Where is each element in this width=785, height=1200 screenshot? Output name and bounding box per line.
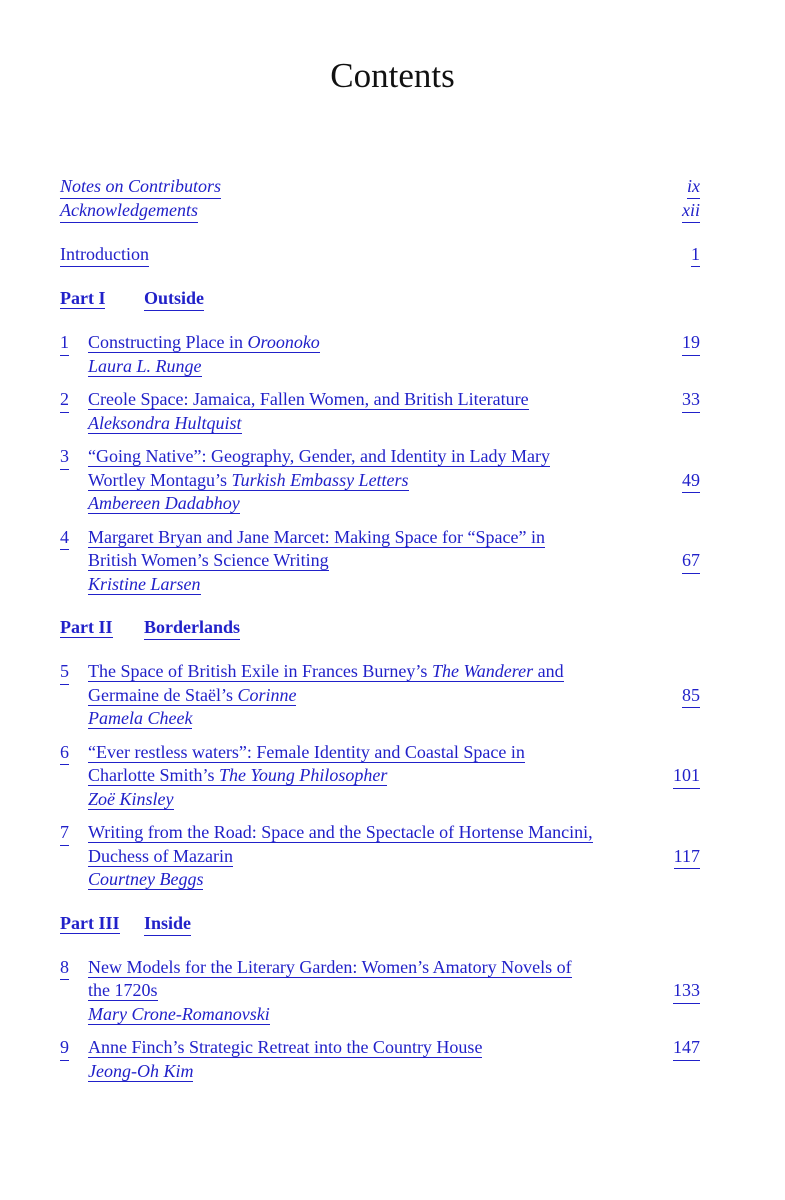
chapter-title-line[interactable] <box>88 332 320 353</box>
chapter-title-line[interactable] <box>88 980 158 1001</box>
chapter-title-text: Charlotte Smith’s <box>88 765 220 785</box>
toc-chapter-entry[interactable] <box>60 526 700 597</box>
chapter-page-number[interactable]: 117 <box>674 845 700 870</box>
table-of-contents <box>60 175 700 1083</box>
part-heading[interactable] <box>60 287 700 311</box>
part-label[interactable]: Part I <box>60 288 106 308</box>
toc-link-notes-on-contributors[interactable]: Notes on Contributors <box>60 175 221 199</box>
chapter-title-line[interactable] <box>88 822 593 843</box>
chapter-author[interactable]: Kristine Larsen <box>88 573 201 594</box>
chapter-author[interactable]: Pamela Cheek <box>88 708 193 728</box>
chapter-number[interactable]: 4 <box>60 526 69 551</box>
chapter-author[interactable]: Laura L. Runge <box>88 355 202 376</box>
chapter-title-text: Wortley Montagu’s <box>88 469 232 490</box>
part-heading[interactable] <box>60 616 700 640</box>
part-heading[interactable] <box>60 912 700 936</box>
chapter-page-number[interactable]: 147 <box>673 1036 700 1061</box>
work-title: The Wanderer <box>431 661 534 681</box>
toc-link-acknowledgements[interactable]: Acknowledgements <box>60 199 198 223</box>
chapter-title-line[interactable] <box>88 550 329 571</box>
chapter-page-number[interactable]: 67 <box>682 549 700 574</box>
chapter-author[interactable]: Mary Crone-Romanovski <box>88 1003 270 1024</box>
toc-chapter-entry[interactable] <box>60 388 700 435</box>
chapter-title-text: Germaine de Staël’s <box>88 684 238 705</box>
chapter-title-text: and <box>533 661 564 681</box>
work-title: Oroonoko <box>247 332 320 352</box>
chapter-author[interactable]: Courtney Beggs <box>88 869 204 889</box>
chapter-number[interactable]: 3 <box>60 445 69 470</box>
toc-page-notes[interactable]: ix <box>687 175 700 199</box>
toc-page-introduction[interactable]: 1 <box>691 243 700 267</box>
toc-introduction[interactable] <box>60 243 700 267</box>
toc-chapter-entry[interactable] <box>60 956 700 1027</box>
chapter-number[interactable]: 6 <box>60 741 69 766</box>
chapter-number[interactable]: 8 <box>60 956 69 981</box>
toc-link-introduction[interactable]: Introduction <box>60 243 149 267</box>
chapter-title-text: Creole Space: Jamaica, Fallen Women, and British Literature <box>88 389 529 409</box>
chapter-title-text: Duchess of Mazarin <box>88 845 233 866</box>
toc-front-notes[interactable] <box>60 175 700 199</box>
chapter-title-line[interactable] <box>88 957 572 978</box>
chapter-title-text: New Models for the Literary Garden: Women’s Amatory Novels of <box>88 956 572 977</box>
chapter-page-number[interactable]: 49 <box>682 469 700 494</box>
page-title: Contents <box>330 56 455 95</box>
work-title: The Young Philosopher <box>219 765 388 785</box>
chapter-number[interactable]: 2 <box>60 388 69 413</box>
chapter-title-line[interactable] <box>88 661 564 682</box>
chapter-title-line[interactable] <box>88 685 296 706</box>
toc-chapter-entry[interactable] <box>60 1036 700 1083</box>
chapter-number[interactable]: 9 <box>60 1036 69 1061</box>
chapter-title-text: “Going Native”: Geography, Gender, and Identity in Lady Mary <box>88 446 550 466</box>
chapter-title-line[interactable] <box>88 527 545 548</box>
chapter-title-text: “Ever restless waters”: Female Identity and Coastal Space in <box>88 741 525 762</box>
toc-chapter-entry[interactable] <box>60 660 700 731</box>
chapter-page-number[interactable]: 101 <box>673 764 700 789</box>
chapter-author[interactable]: Ambereen Dadabhoy <box>88 493 240 513</box>
part-label[interactable]: Part II <box>60 617 113 637</box>
chapter-title-text: British Women’s Science Writing <box>88 550 329 570</box>
chapter-author[interactable]: Jeong-Oh Kim <box>88 1060 194 1081</box>
chapter-title-text: Anne Finch’s Strategic Retreat into the Country House <box>88 1037 483 1057</box>
chapter-title-line[interactable] <box>88 765 387 786</box>
toc-page-acknowledgements[interactable]: xii <box>682 199 700 223</box>
chapter-page-number[interactable]: 133 <box>673 979 700 1004</box>
work-title: Corinne <box>237 684 297 705</box>
chapter-title-line[interactable] <box>88 742 525 763</box>
part-name[interactable]: Inside <box>144 912 191 936</box>
toc-chapter-entry[interactable] <box>60 821 700 892</box>
chapter-number[interactable]: 7 <box>60 821 69 846</box>
chapter-title-text: Writing from the Road: Space and the Spectacle of Hortense Mancini, <box>88 822 593 842</box>
chapter-title-text: The Space of British Exile in Frances Burney’s <box>88 661 432 681</box>
work-title: Turkish Embassy Letters <box>231 469 409 490</box>
chapter-title-text: the 1720s <box>88 980 158 1000</box>
chapter-title-text: Margaret Bryan and Jane Marcet: Making Space for “Space” in <box>88 526 545 547</box>
toc-chapter-entry[interactable] <box>60 445 700 516</box>
chapter-author[interactable]: Zoë Kinsley <box>88 788 174 809</box>
chapter-title-line[interactable] <box>88 446 550 467</box>
chapter-title-line[interactable] <box>88 470 409 491</box>
chapter-title-text: Constructing Place in <box>88 332 248 352</box>
chapter-page-number[interactable]: 85 <box>682 684 700 709</box>
chapter-title-line[interactable] <box>88 1037 482 1058</box>
chapter-number[interactable]: 1 <box>60 331 69 356</box>
part-label[interactable]: Part III <box>60 912 120 933</box>
chapter-page-number[interactable]: 19 <box>682 331 700 356</box>
chapter-page-number[interactable]: 33 <box>682 388 700 413</box>
chapter-author[interactable]: Aleksondra Hultquist <box>88 412 242 433</box>
chapter-title-line[interactable] <box>88 389 529 410</box>
toc-chapter-entry[interactable] <box>60 331 700 378</box>
toc-front-acknowledgements[interactable] <box>60 199 700 223</box>
part-name[interactable]: Borderlands <box>144 616 240 640</box>
part-name[interactable]: Outside <box>144 287 204 311</box>
chapter-number[interactable]: 5 <box>60 660 69 685</box>
toc-chapter-entry[interactable] <box>60 741 700 812</box>
chapter-title-line[interactable] <box>88 846 233 867</box>
